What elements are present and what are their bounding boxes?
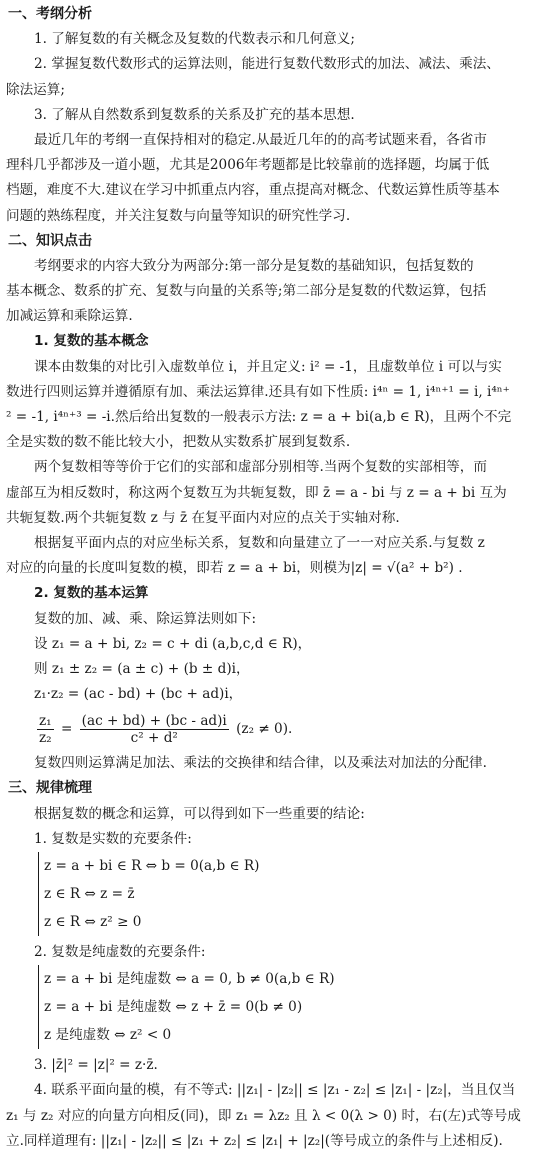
concepts-line: ² = -1, i⁴ⁿ⁺³ = -i.然后给出复数的一般表示方法: z = a + bi(a,b ∈ R)，且两个不完	[6, 409, 512, 425]
rule-2-title: 2. 复数是纯虚数的充要条件:	[34, 944, 206, 960]
section-title-rules: 三、规律梳理	[8, 780, 92, 797]
knowledge-intro-line: 考纲要求的内容大致分为两部分:第一部分是复数的基础知识，包括复数的	[34, 257, 474, 274]
section-title-knowledge: 二、知识点击	[8, 232, 92, 249]
outline-item-1: 1. 了解复数的有关概念及复数的代数表示和几何意义;	[34, 31, 355, 48]
rule-1-row: z = a + bi ∈ R ⇔ b = 0(a,b ∈ R)	[44, 858, 260, 874]
rule-2-row: z = a + bi 是纯虚数 ⇔ z + z̄ = 0(b ≠ 0)	[44, 999, 303, 1016]
concepts-line: 数进行四则运算并遵循原有加、乘法运算律.还具有如下性质: i⁴ⁿ = 1, i⁴ⁿ⁺¹ = i, i⁴ⁿ⁺	[6, 383, 510, 400]
rule-2-conditions	[6, 965, 542, 1049]
fraction-right	[80, 713, 229, 746]
rule-1-conditions	[6, 852, 542, 936]
rule-1-row: z ∈ R ⇔ z² ≥ 0	[44, 914, 142, 930]
fraction-right-numerator: (ac + bd) + (bc - ad)i	[81, 713, 227, 730]
rule-4-line: 4. 联系平面向量的模，有不等式: ||z₁| - |z₂|| ≤ |z₁ - z₂| ≤ |z₁| - |z₂|，当且仅当	[34, 1082, 516, 1099]
rule-4-line: 立.同样道理有: ||z₁| - |z₂|| ≤ |z₁ + z₂| ≤ |z₁| + |z₂|(等号成立的条件与上述相反).	[6, 1132, 503, 1149]
knowledge-intro-line: 加减运算和乘除运算.	[6, 308, 133, 325]
outline-item-2: 2. 掌握复数代数形式的运算法则，能进行复数代数形式的加法、减法、乘法、	[34, 56, 500, 73]
rule-1-title: 1. 复数是实数的充要条件:	[34, 830, 192, 847]
outline-item-2-cont: 除法运算;	[6, 81, 65, 98]
outline-item-3: 3. 了解从自然数系到复数系的关系及扩充的基本思想.	[34, 106, 355, 123]
rule-2-row: z 是纯虚数 ⇔ z² < 0	[44, 1027, 172, 1044]
fraction-left	[37, 713, 54, 746]
concepts-line: 共轭复数.两个共轭复数 z 与 z̄ 在复平面内对应的点关于实轴对称.	[6, 509, 400, 526]
operations-line: 设 z₁ = a + bi, z₂ = c + di (a,b,c,d ∈ R)，	[34, 635, 312, 652]
fraction-left-denominator: z₂	[39, 730, 52, 747]
fraction-right-denominator: c² + d²	[130, 730, 178, 747]
rule-4-line: z₁ 与 z₂ 对应的向量方向相反(同)，即 z₁ = λz₂ 且 λ < 0(λ > 0) 时，右(左)式等号成	[6, 1107, 521, 1124]
knowledge-intro-line: 基本概念、数系的扩充、复数与向量的关系等;第二部分是复数的代数运算，包括	[6, 283, 487, 300]
rule-2-row: z = a + bi 是纯虚数 ⇔ a = 0, b ≠ 0(a,b ∈ R)	[44, 971, 335, 988]
division-condition: (z₂ ≠ 0).	[236, 721, 293, 738]
concepts-line: 全是实数的数不能比较大小，把数从实数系扩展到复数系.	[6, 434, 351, 451]
operations-line: z₁·z₂ = (ac - bd) + (bc + ad)i，	[34, 686, 243, 703]
section-title-outline: 一、考纲分析	[8, 6, 92, 22]
concepts-line: 虚部互为相反数时，称这两个复数互为共轭复数，即 z̄ = a - bi 与 z = a + bi 互为	[6, 484, 507, 501]
concepts-line: 根据复平面内点的对应坐标关系，复数和向量建立了一一对应关系.与复数 z	[34, 534, 485, 551]
concepts-line: 对应的向量的长度叫复数的模，即若 z = a + bi，则模为|z| = √(a² + b²) .	[6, 560, 463, 577]
fraction-left-numerator: z₁	[39, 713, 52, 730]
concepts-line: 课本由数集的对比引入虚数单位 i，并且定义: i² = -1，且虚数单位 i 可以与实	[34, 358, 502, 375]
operations-line: 复数的加、减、乘、除运算法则如下:	[34, 610, 257, 627]
outline-para-line: 最近几年的考纲一直保持相对的稳定.从最近几年的的高考试题来看，各省市	[34, 131, 487, 148]
equals-sign: =	[60, 721, 73, 738]
operations-line: 则 z₁ ± z₂ = (a ± c) + (b ± d)i，	[34, 660, 250, 677]
subsection-title-concepts: 1. 复数的基本概念	[34, 333, 149, 350]
rule-3: 3. |z̄|² = |z|² = z·z̄.	[34, 1057, 158, 1074]
operations-closing: 复数四则运算满足加法、乘法的交换律和结合律，以及乘法对加法的分配律.	[34, 755, 487, 772]
outline-para-line: 档题，难度不大.建议在学习中抓重点内容，重点提高对概念、代数运算性质等基本	[6, 182, 500, 199]
outline-para-line: 问题的熟练程度，并关注复数与向量等知识的研究性学习.	[6, 207, 351, 224]
outline-para-line: 理科几乎都涉及一道小题，尤其是2006年考题都是比较靠前的选择题，均属于低	[6, 157, 490, 174]
rules-intro: 根据复数的概念和运算，可以得到如下一些重要的结论:	[34, 805, 365, 822]
division-formula	[6, 707, 542, 751]
concepts-line: 两个复数相等等价于它们的实部和虚部分别相等.当两个复数的实部相等，而	[34, 459, 487, 476]
rule-1-row: z ∈ R ⇔ z = z̄	[44, 886, 135, 902]
subsection-title-operations: 2. 复数的基本运算	[34, 585, 149, 602]
